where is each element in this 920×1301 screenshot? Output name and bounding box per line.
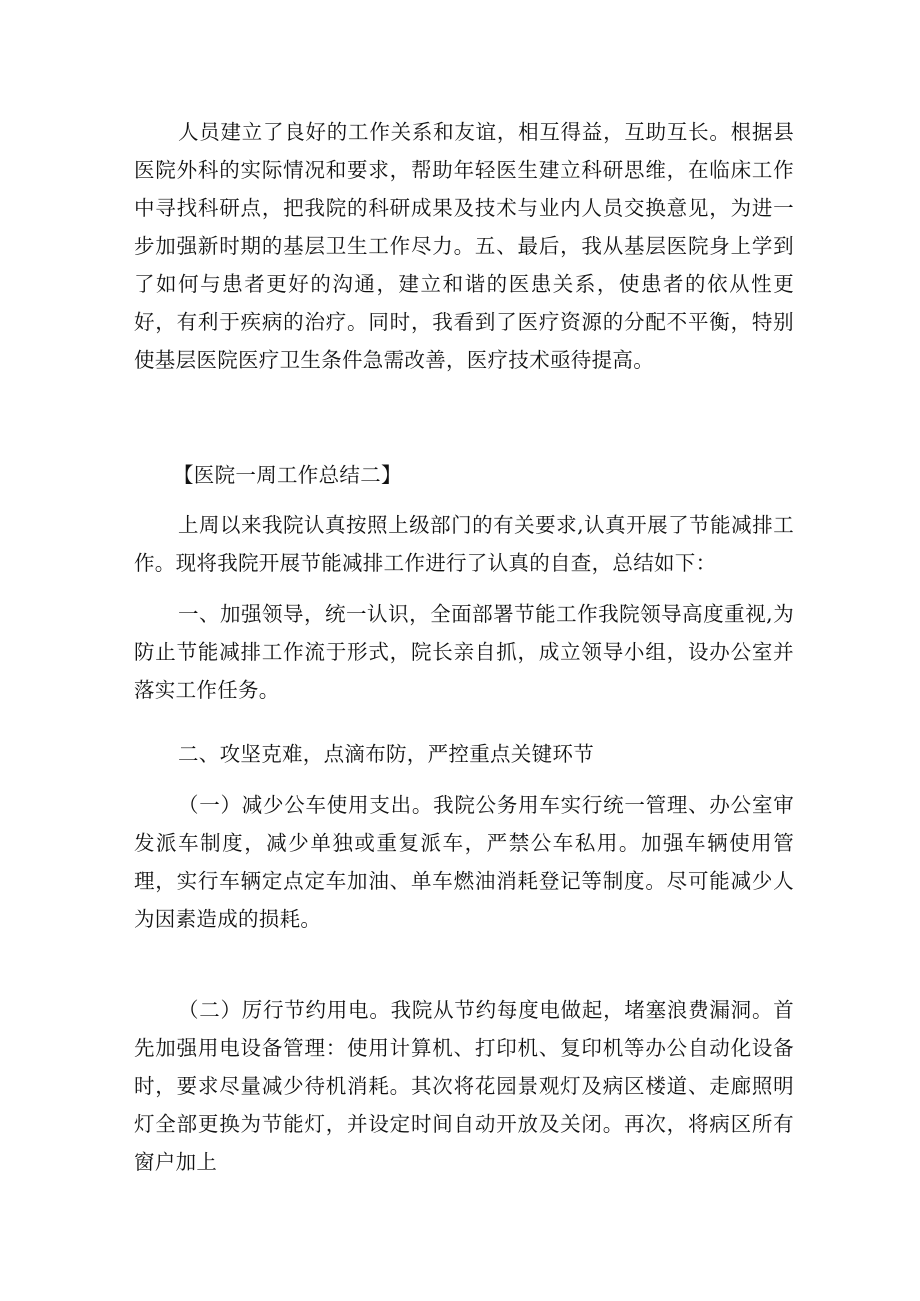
paragraph-intro: 上周以来我院认真按照上级部门的有关要求,认真开展了节能减排工作。现将我院开展节能减排工作进行了认真的自查，总结如下： — [134, 513, 794, 575]
paragraph-leadership: 一、加强领导，统一认识，全面部署节能工作我院领导高度重视,为防止节能减排工作流于形式，院长亲自抓，成立领导小组，设办公室并落实工作任务。 — [134, 602, 794, 702]
paragraph-electricity: （二）厉行节约用电。我院从节约每度电做起，堵塞浪费漏洞。首先加强用电设备管理：使用计算机、打印机、复印机等办公自动化设备时，要求尽量减少待机消耗。其次将花园景观灯及病区楼道、走廊照明灯全部更换为节能灯，并设定时间自动开放及关闭。再次，将病区所有窗户加上 — [134, 998, 794, 1174]
paragraph-hospital-exchange: 人员建立了良好的工作关系和友谊，相互得益，互助互长。根据县医院外科的实际情况和要求，帮助年轻医生建立科研思维，在临床工作中寻找科研点，把我院的科研成果及技术与业内人员交换意见，为进一步加强新时期的基层卫生工作尽力。五、最后，我从基层医院身上学到了如何与患者更好的沟通，建立和谐的医患关系，使患者的依从性更好，有利于疾病的治疗。同时，我看到了医疗资源的分配不平衡，特别使基层医院医疗卫生条件急需改善，医疗技术亟待提高。 — [134, 120, 794, 372]
section-heading: 【医院一周工作总结二】 — [173, 463, 402, 487]
paragraph-vehicle: （一）减少公车使用支出。我院公务用车实行统一管理、办公室审发派车制度，减少单独或重复派车，严禁公车私用。加强车辆使用管理，实行车辆定点定车加油、单车燃油消耗登记等制度。尽可能减少人为因素造成的损耗。 — [134, 793, 794, 931]
paragraph-key-links: 二、攻坚克难，点滴布防，严控重点关键环节 — [178, 742, 594, 766]
